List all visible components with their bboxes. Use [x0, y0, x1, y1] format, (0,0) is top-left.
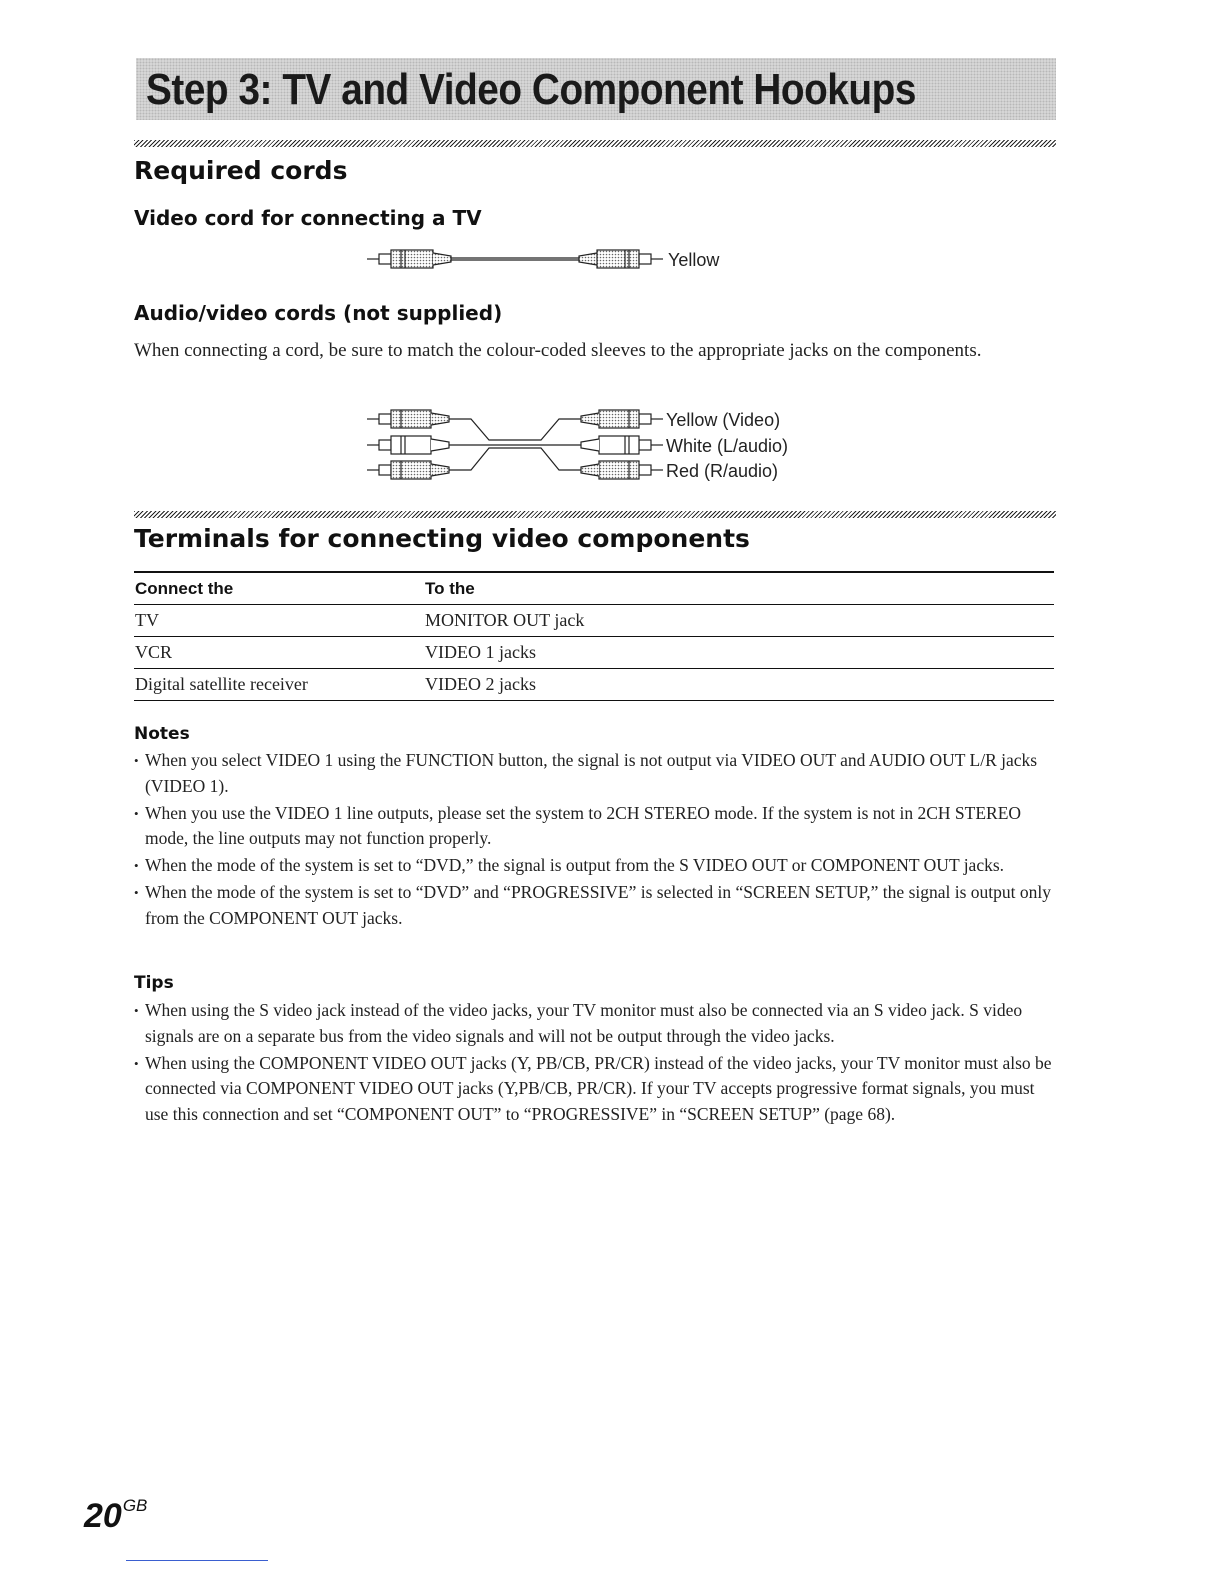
av-cord-label-white: White (L/audio): [666, 436, 789, 456]
table-row: [134, 669, 1054, 701]
notes-heading: Notes: [134, 724, 190, 744]
av-cords-description: When connecting a cord, be sure to match the colour-coded sleeves to the appropriate jacks on the components.: [134, 340, 982, 361]
page-title: Step 3: TV and Video Component Hookups: [146, 65, 916, 114]
list-item: • When the mode of the system is set to “DVD,” the signal is output from the S VIDEO OUT or COMPONENT OUT jacks.: [134, 853, 1056, 879]
tips-heading: Tips: [134, 973, 174, 993]
section-divider: [134, 140, 1056, 147]
section-heading-terminals: Terminals for connecting video components: [134, 524, 750, 553]
page-number-value: 20: [84, 1497, 122, 1535]
page-number: [84, 1486, 147, 1536]
table-header-row: [134, 572, 1054, 605]
notes-list: [134, 748, 1056, 933]
table-row: [134, 637, 1054, 669]
tips-list: [134, 998, 1056, 1129]
column-header-to: To the: [424, 572, 1054, 605]
av-cord-label-red: Red (R/audio): [666, 461, 779, 481]
table-cell: MONITOR OUT jack: [424, 605, 1054, 637]
table-cell: Digital satellite receiver: [134, 669, 424, 701]
table-cell: VCR: [134, 637, 424, 669]
terminals-table: [134, 571, 1054, 701]
section-heading-required-cords: Required cords: [134, 156, 348, 185]
list-item: • When you select VIDEO 1 using the FUNCTION button, the signal is not output via VIDEO OUT and AUDIO OUT L/R jacks (VIDEO 1).: [134, 748, 1056, 799]
table-cell: TV: [134, 605, 424, 637]
subheading-av-cords: Audio/video cords (not supplied): [134, 301, 503, 325]
list-item: • When the mode of the system is set to “DVD” and “PROGRESSIVE” is selected in “SCREEN SETUP,” the signal is output only from the COMPONENT OUT jacks.: [134, 880, 1056, 931]
av-cord-label-yellow: Yellow (Video): [666, 410, 781, 430]
section-divider: [134, 511, 1056, 518]
video-cord-color-label: Yellow: [668, 250, 720, 270]
table-cell: VIDEO 2 jacks: [424, 669, 1054, 701]
column-header-connect: Connect the: [134, 572, 424, 605]
list-item: • When using the S video jack instead of the video jacks, your TV monitor must also be connected via an S video jack. S video signals are on a separate bus from the video signals and will not be output through the video jacks.: [134, 998, 1056, 1049]
list-item: • When using the COMPONENT VIDEO OUT jacks (Y, PB/CB, PR/CR) instead of the video jacks, your TV monitor must also be connected via COMPONENT VIDEO OUT jacks (Y,PB/CB, PR/CR). If your TV accepts progressive format signals, you must use this connection and set “COMPONENT OUT” to “PROGRESSIVE” in “SCREEN SETUP” (page 68).: [134, 1051, 1056, 1128]
table-cell: VIDEO 1 jacks: [424, 637, 1054, 669]
table-row: [134, 605, 1054, 637]
footer-rule: [126, 1560, 268, 1561]
page-number-suffix: GB: [122, 1496, 148, 1515]
list-item: • When you use the VIDEO 1 line outputs, please set the system to 2CH STEREO mode. If the system is not in 2CH STEREO mode, the line outputs may not function properly.: [134, 801, 1056, 852]
subheading-video-cord: Video cord for connecting a TV: [134, 206, 482, 230]
av-cord-illustration: [365, 404, 665, 484]
video-cord-illustration: [365, 244, 665, 274]
